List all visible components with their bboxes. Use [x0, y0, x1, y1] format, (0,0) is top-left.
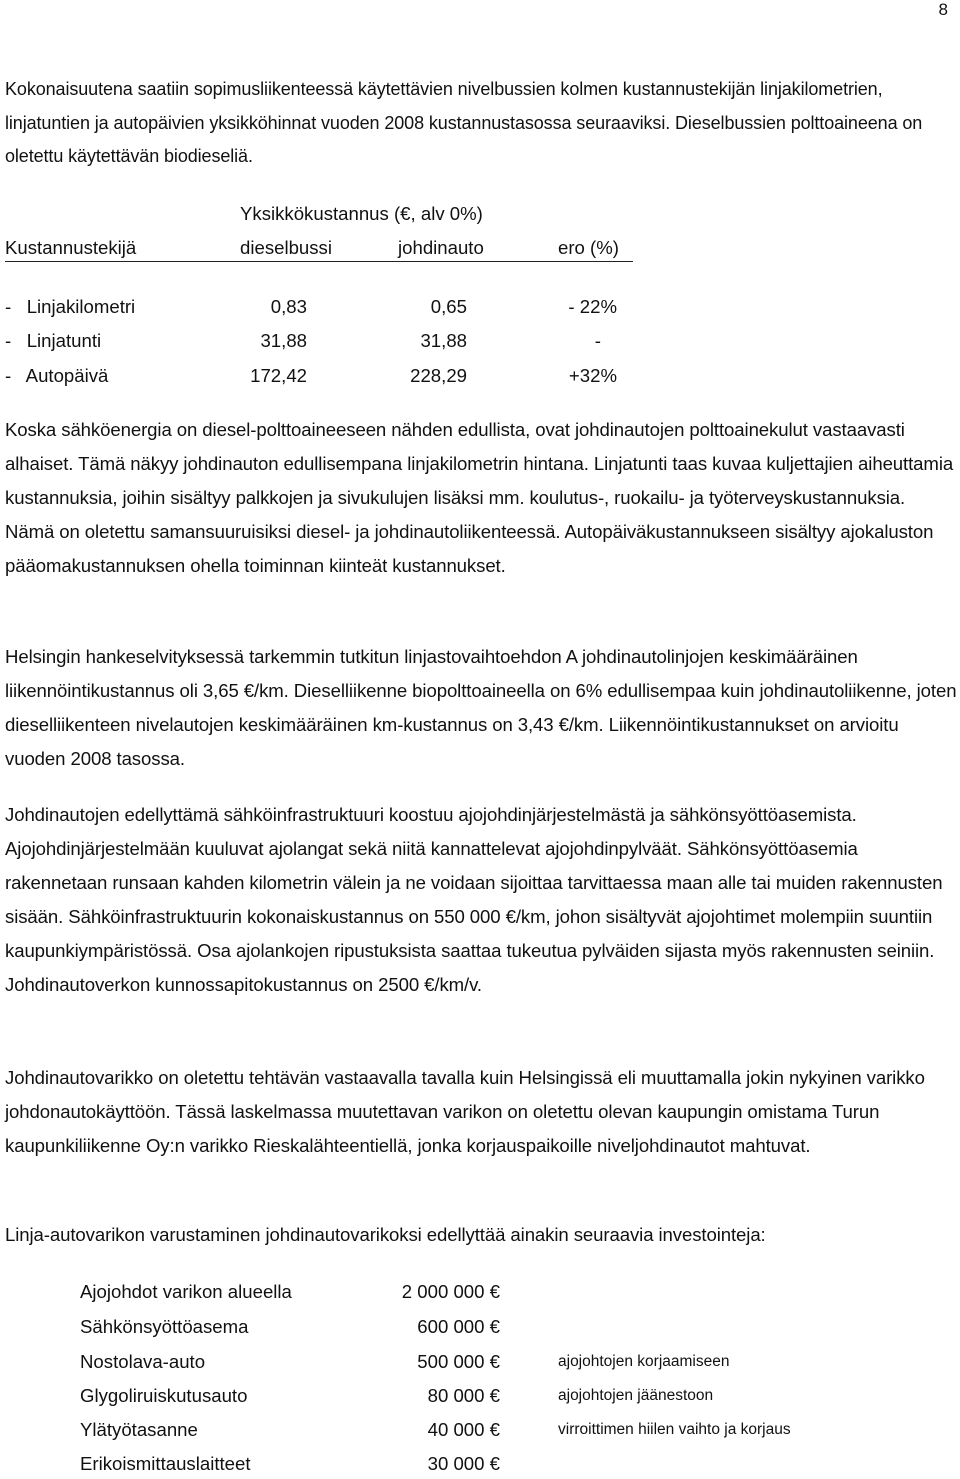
cell-diesel: 0,83 — [270, 296, 307, 317]
cell-diesel: 172,42 — [250, 365, 307, 386]
cell-factor: - Autopäivä — [5, 365, 109, 386]
cell-diff: - — [594, 330, 601, 351]
table-row — [5, 362, 645, 390]
intro-paragraph: Kokonaisuutena saatiin sopimusliikenteessä käytettävien nivelbussien kolmen kustannustekijän linjakilometrien, linjatuntien ja autopäivien yksikköhinnat vuoden 2008 kustannustasossa seuraaviksi. Dieselbussien polttoaineena on oletettu käytettävän biodieseliä. — [5, 79, 923, 166]
list-item — [80, 1312, 860, 1342]
cell-diff: +32% — [568, 365, 617, 386]
column-header-factor: Kustannustekijä — [5, 237, 137, 258]
list-item — [80, 1381, 860, 1411]
investment-amount: 80 000 € — [427, 1385, 500, 1406]
cell-factor: - Linjatunti — [5, 330, 102, 351]
cost-table-group-header — [5, 200, 645, 228]
investment-note: ajojohtojen jäänestoon — [558, 1387, 714, 1404]
paragraph-infrastructure: Johdinautojen edellyttämä sähköinfrastruktuuri koostuu ajojohdinjärjestelmästä ja sähkönsyöttöasemista. Ajojohdinjärjestelmään kuuluvat ajolangat sekä niitä kannattelevat ajojohdinpylväät. Sähkönsyöttöasemia rakennetaan runsaan kahden kilometrin välein ja ne voidaan sijoittaa tarvittaessa maan alle tai muiden rakennusten sisään. Sähköinfrastruktuurin kokonaiskustannus on 550 000 €/km, johon sisältyvät ajojohtimet molempiin suuntiin kaupunkiympäristössä. Osa ajolankojen ripustuksista saattaa tukeutua pylväiden sijasta myös rakennusten seiniin. Johdinautoverkon kunnossapitokustannus on 2500 €/km/v. — [5, 804, 943, 995]
investment-item: Ylätyötasanne — [80, 1419, 198, 1440]
investment-note: virroittimen hiilen vaihto ja korjaus — [558, 1421, 791, 1438]
investment-amount: 40 000 € — [427, 1419, 500, 1440]
column-header-diff: ero (%) — [558, 237, 619, 258]
investment-amount: 600 000 € — [417, 1316, 500, 1337]
investment-item: Ajojohdot varikon alueella — [80, 1281, 292, 1302]
investment-item: Nostolava-auto — [80, 1351, 206, 1372]
list-item — [80, 1415, 860, 1445]
investment-item: Glygoliruiskutusauto — [80, 1385, 248, 1406]
table-row — [5, 327, 645, 355]
paragraph-depot: Johdinautovarikko on oletettu tehtävän vastaavalla tavalla kuin Helsingissä eli muuttamalla jokin nykyinen varikko johdonautokäyttöön. Tässä laskelmassa muutettavan varikon on oletettu olevan kaupungin omistama Turun kaupunkiliikenne Oy:n varikko Rieskalähteentiellä, jonka korjauspaikoille niveljohdinautot mahtuvat. — [5, 1067, 925, 1156]
cell-trolley: 0,65 — [430, 296, 467, 317]
list-item — [80, 1449, 860, 1479]
cell-factor: - Linjakilometri — [5, 296, 136, 317]
cell-diff: - 22% — [568, 296, 617, 317]
cell-diesel: 31,88 — [260, 330, 307, 351]
paragraph-fuel-costs: Koska sähköenergia on diesel-polttoaineeseen nähden edullista, ovat johdinautojen polttoainekulut vastaavasti alhaiset. Tämä näkyy johdinauton edullisempana linjakilometrin hintana. Linjatunti taas kuvaa kuljettajien aiheuttamia kustannuksia, joihin sisältyy palkkojen ja sivukulujen lisäksi mm. koulutus-, ruokailu- ja työterveyskustannuksia. Nämä on oletettu samansuuruisiksi diesel- ja johdinautoliikenteessä. Autopäiväkustannukseen sisältyy ajokaluston pääomakustannuksen ohella toiminnan kiinteät kustannukset. — [5, 419, 954, 576]
paragraph-investments-intro: Linja-autovarikon varustaminen johdinautovarikoksi edellyttää ainakin seuraavia investointeja: — [5, 1224, 766, 1245]
cost-table-header-row — [5, 234, 645, 262]
investment-amount: 500 000 € — [417, 1351, 500, 1372]
cell-trolley: 228,29 — [410, 365, 467, 386]
investment-amount: 2 000 000 € — [401, 1281, 500, 1302]
column-header-trolley: johdinauto — [398, 237, 484, 258]
list-item — [80, 1347, 860, 1377]
group-header-label: Yksikkökustannus (€, alv 0%) — [240, 203, 483, 224]
investment-item: Erikoismittauslaitteet — [80, 1453, 251, 1474]
page-number: 8 — [938, 0, 948, 19]
table-row — [5, 293, 645, 321]
investment-item: Sähkönsyöttöasema — [80, 1316, 249, 1337]
list-item — [80, 1277, 860, 1307]
investment-amount: 30 000 € — [427, 1453, 500, 1474]
column-header-diesel: dieselbussi — [240, 237, 332, 258]
paragraph-helsinki-study: Helsingin hankeselvityksessä tarkemmin tutkitun linjastovaihtoehdon A johdinautolinjojen keskimääräinen liikennöintikustannus oli 3,65 €/km. Dieselliikenne biopolttoaineella on 6% edullisempaa kuin johdinautoliikenne, joten dieselliikenteen nivelautojen keskimääräinen km-kustannus on 3,43 €/km. Liikennöintikustannukset on arvioitu vuoden 2008 tasossa. — [5, 646, 957, 769]
investment-note: ajojohtojen korjaamiseen — [558, 1353, 730, 1370]
cell-trolley: 31,88 — [420, 330, 467, 351]
